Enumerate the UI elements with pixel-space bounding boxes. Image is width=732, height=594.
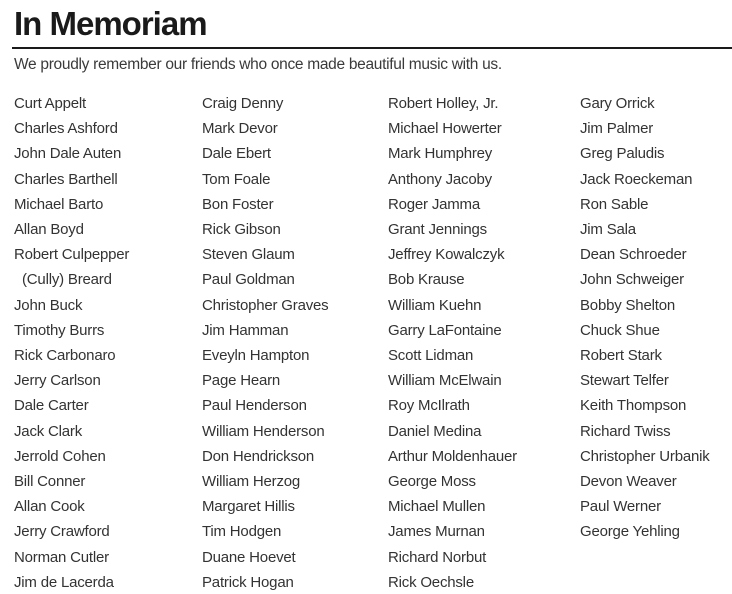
memoriam-name: Page Hearn	[202, 372, 281, 390]
memoriam-name: George Moss	[388, 472, 476, 490]
memoriam-name: Rick Oechsle	[388, 573, 474, 591]
memoriam-name: Robert Holley, Jr.	[388, 94, 499, 112]
memoriam-name: Tom Foale	[202, 170, 271, 188]
memoriam-name: Gary Orrick	[580, 94, 655, 112]
memoriam-name: Bill Conner	[14, 472, 86, 490]
memoriam-name: Garry LaFontaine	[388, 321, 502, 339]
memoriam-name: Bobby Shelton	[580, 296, 675, 314]
memoriam-name: Charles Ashford	[14, 120, 118, 138]
memoriam-name: Anthony Jacoby	[388, 170, 492, 188]
memoriam-name: Michael Barto	[14, 195, 104, 213]
page-subtitle: We proudly remember our friends who once made beautiful music with us.	[14, 55, 502, 73]
memoriam-name: John Dale Auten	[14, 145, 122, 163]
memoriam-name: Ron Sable	[580, 195, 649, 213]
memoriam-name: Scott Lidman	[388, 346, 474, 364]
memoriam-name: Chuck Shue	[580, 321, 660, 339]
memoriam-name: Patrick Hogan	[202, 573, 294, 591]
memoriam-name: Jack Clark	[14, 422, 83, 440]
memoriam-name: Timothy Burrs	[14, 321, 105, 339]
memoriam-name: Dale Ebert	[202, 145, 271, 163]
title-divider-rule	[12, 47, 732, 49]
memoriam-name: Jeffrey Kowalczyk	[388, 246, 505, 264]
memoriam-name: Mark Humphrey	[388, 145, 493, 163]
name-column-2	[202, 91, 388, 594]
memoriam-name: William McElwain	[388, 372, 502, 390]
name-column-1	[14, 91, 202, 594]
memoriam-name: Jerry Crawford	[14, 523, 110, 541]
memoriam-name: Jack Roeckeman	[580, 170, 693, 188]
memoriam-name: Greg Paludis	[580, 145, 665, 163]
memoriam-name: Robert Culpepper	[14, 246, 130, 264]
memoriam-name: William Kuehn	[388, 296, 482, 314]
memoriam-name: Margaret Hillis	[202, 498, 295, 516]
memoriam-name: Eveyln Hampton	[202, 346, 310, 364]
memoriam-name: Grant Jennings	[388, 220, 487, 238]
memoriam-name: Michael Howerter	[388, 120, 502, 138]
memoriam-name: Roger Jamma	[388, 195, 480, 213]
memoriam-name: Duane Hoevet	[202, 548, 296, 566]
memoriam-name: Christopher Graves	[202, 296, 329, 314]
memoriam-name: James Murnan	[388, 523, 485, 541]
memoriam-name: Jim de Lacerda	[14, 573, 114, 591]
memoriam-name: Paul Goldman	[202, 271, 295, 289]
memoriam-name: Allan Boyd	[14, 220, 84, 238]
memoriam-name: Mark Devor	[202, 120, 278, 138]
memoriam-name: Jerrold Cohen	[14, 447, 106, 465]
memoriam-name: William Henderson	[202, 422, 325, 440]
memoriam-name: John Buck	[14, 296, 83, 314]
memoriam-name: Christopher Urbanik	[580, 447, 710, 465]
page-title: In Memoriam	[14, 5, 207, 42]
memoriam-name: Paul Werner	[580, 498, 661, 516]
name-column-3	[388, 91, 580, 594]
memoriam-name: Curt Appelt	[14, 94, 87, 112]
memoriam-name: Tim Hodgen	[202, 523, 282, 541]
memoriam-name: Stewart Telfer	[580, 372, 669, 390]
memoriam-name: Bon Foster	[202, 195, 274, 213]
memoriam-name: Paul Henderson	[202, 397, 307, 415]
memoriam-name: Dale Carter	[14, 397, 89, 415]
memoriam-name: Norman Cutler	[14, 548, 109, 566]
memoriam-name: Arthur Moldenhauer	[388, 447, 517, 465]
memoriam-name: George Yehling	[580, 523, 680, 541]
memoriam-name: Jerry Carlson	[14, 372, 101, 390]
memoriam-name: Allan Cook	[14, 498, 85, 516]
memoriam-name: Dean Schroeder	[580, 246, 687, 264]
memoriam-name: Steven Glaum	[202, 246, 295, 264]
name-column-4	[580, 91, 732, 594]
memoriam-name: Robert Stark	[580, 346, 662, 364]
memoriam-name: Jim Hamman	[202, 321, 289, 339]
memoriam-name: Rick Gibson	[202, 220, 281, 238]
memoriam-name: John Schweiger	[580, 271, 684, 289]
memoriam-name: Daniel Medina	[388, 422, 482, 440]
memoriam-name: Keith Thompson	[580, 397, 687, 415]
memoriam-name: Jim Palmer	[580, 120, 654, 138]
memoriam-name: (Cully) Breard	[22, 271, 112, 289]
memoriam-name: Rick Carbonaro	[14, 346, 116, 364]
memoriam-name: Roy McIlrath	[388, 397, 470, 415]
memoriam-name: Craig Denny	[202, 94, 284, 112]
memoriam-name: William Herzog	[202, 472, 301, 490]
name-columns	[0, 91, 732, 594]
memoriam-name: Michael Mullen	[388, 498, 486, 516]
memoriam-name: Charles Barthell	[14, 170, 118, 188]
memoriam-name: Bob Krause	[388, 271, 465, 289]
memoriam-name: Jim Sala	[580, 220, 636, 238]
memoriam-name: Richard Twiss	[580, 422, 671, 440]
memoriam-name: Don Hendrickson	[202, 447, 315, 465]
memoriam-name: Devon Weaver	[580, 472, 677, 490]
memoriam-name: Richard Norbut	[388, 548, 487, 566]
